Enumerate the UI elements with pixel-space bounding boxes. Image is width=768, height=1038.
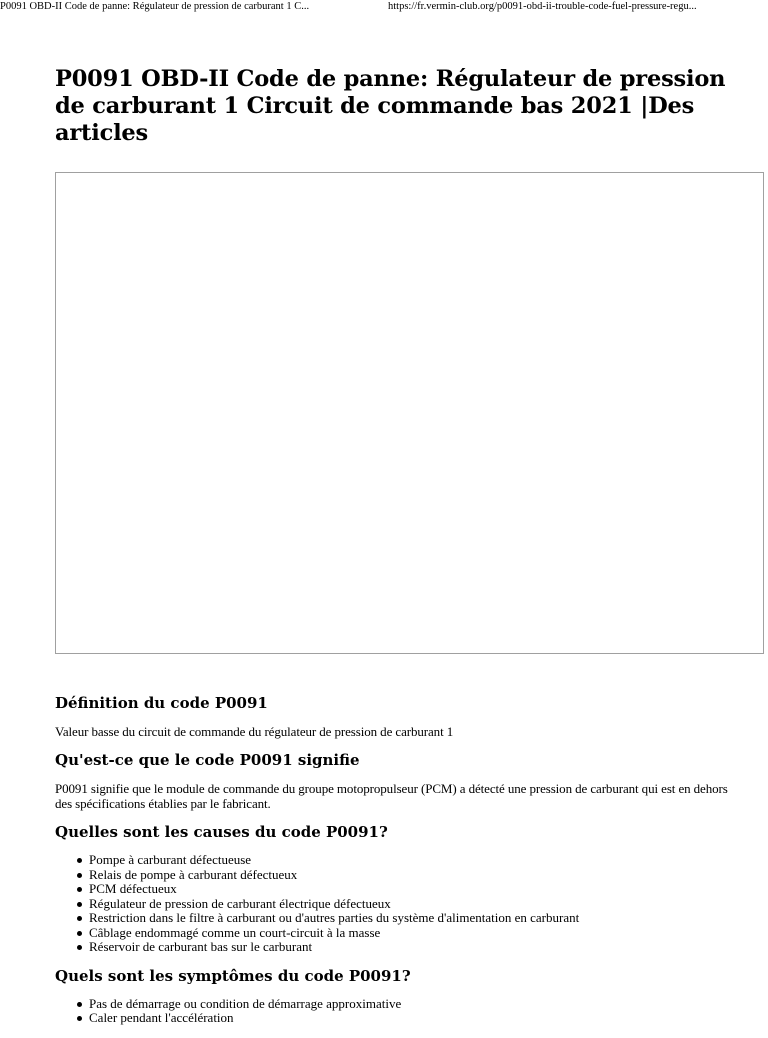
article	[55, 66, 768, 1038]
meaning-heading: Qu'est-ce que le code P0091 signifie	[55, 751, 360, 769]
list-item: Caler pendant l'accélération	[89, 1011, 735, 1026]
symptoms-list	[55, 997, 735, 1026]
list-item: Réservoir de carburant bas sur le carburant	[89, 940, 735, 955]
causes-heading: Quelles sont les causes du code P0091?	[55, 823, 388, 841]
print-header-page-title: P0091 OBD-II Code de panne: Régulateur de pression de carburant 1 C...	[0, 1, 310, 12]
list-item: Pas de démarrage ou condition de démarrage approximative	[89, 997, 735, 1012]
print-header-url: https://fr.vermin-club.org/p0091-obd-ii-trouble-code-fuel-pressure-regu...	[388, 1, 697, 12]
media-placeholder	[55, 172, 764, 654]
article-body	[55, 694, 735, 1026]
symptoms-heading: Quels sont les symptômes du code P0091?	[55, 966, 411, 985]
list-item: Pompe à carburant défectueuse	[89, 853, 735, 868]
definition-text: Valeur basse du circuit de commande du régulateur de pression de carburant 1	[55, 724, 454, 739]
list-item: Restriction dans le filtre à carburant ou d'autres parties du système d'alimentation en carburant	[89, 911, 735, 926]
list-item: Relais de pompe à carburant défectueux	[89, 868, 735, 883]
list-item: Câblage endommagé comme un court-circuit à la masse	[89, 926, 735, 941]
list-item: PCM défectueux	[89, 882, 735, 897]
print-header	[0, 0, 768, 18]
meaning-text: P0091 signifie que le module de commande du groupe motopropulseur (PCM) a détecté une pression de carburant qui est en dehors des spécifications établies par le fabricant.	[55, 781, 728, 811]
list-item: Régulateur de pression de carburant électrique défectueux	[89, 897, 735, 912]
causes-list	[55, 853, 735, 955]
definition-heading: Définition du code P0091	[55, 694, 268, 712]
page-title: P0091 OBD-II Code de panne: Régulateur de pression de carburant 1 Circuit de commande bas 2021 |Des articles	[55, 66, 726, 146]
